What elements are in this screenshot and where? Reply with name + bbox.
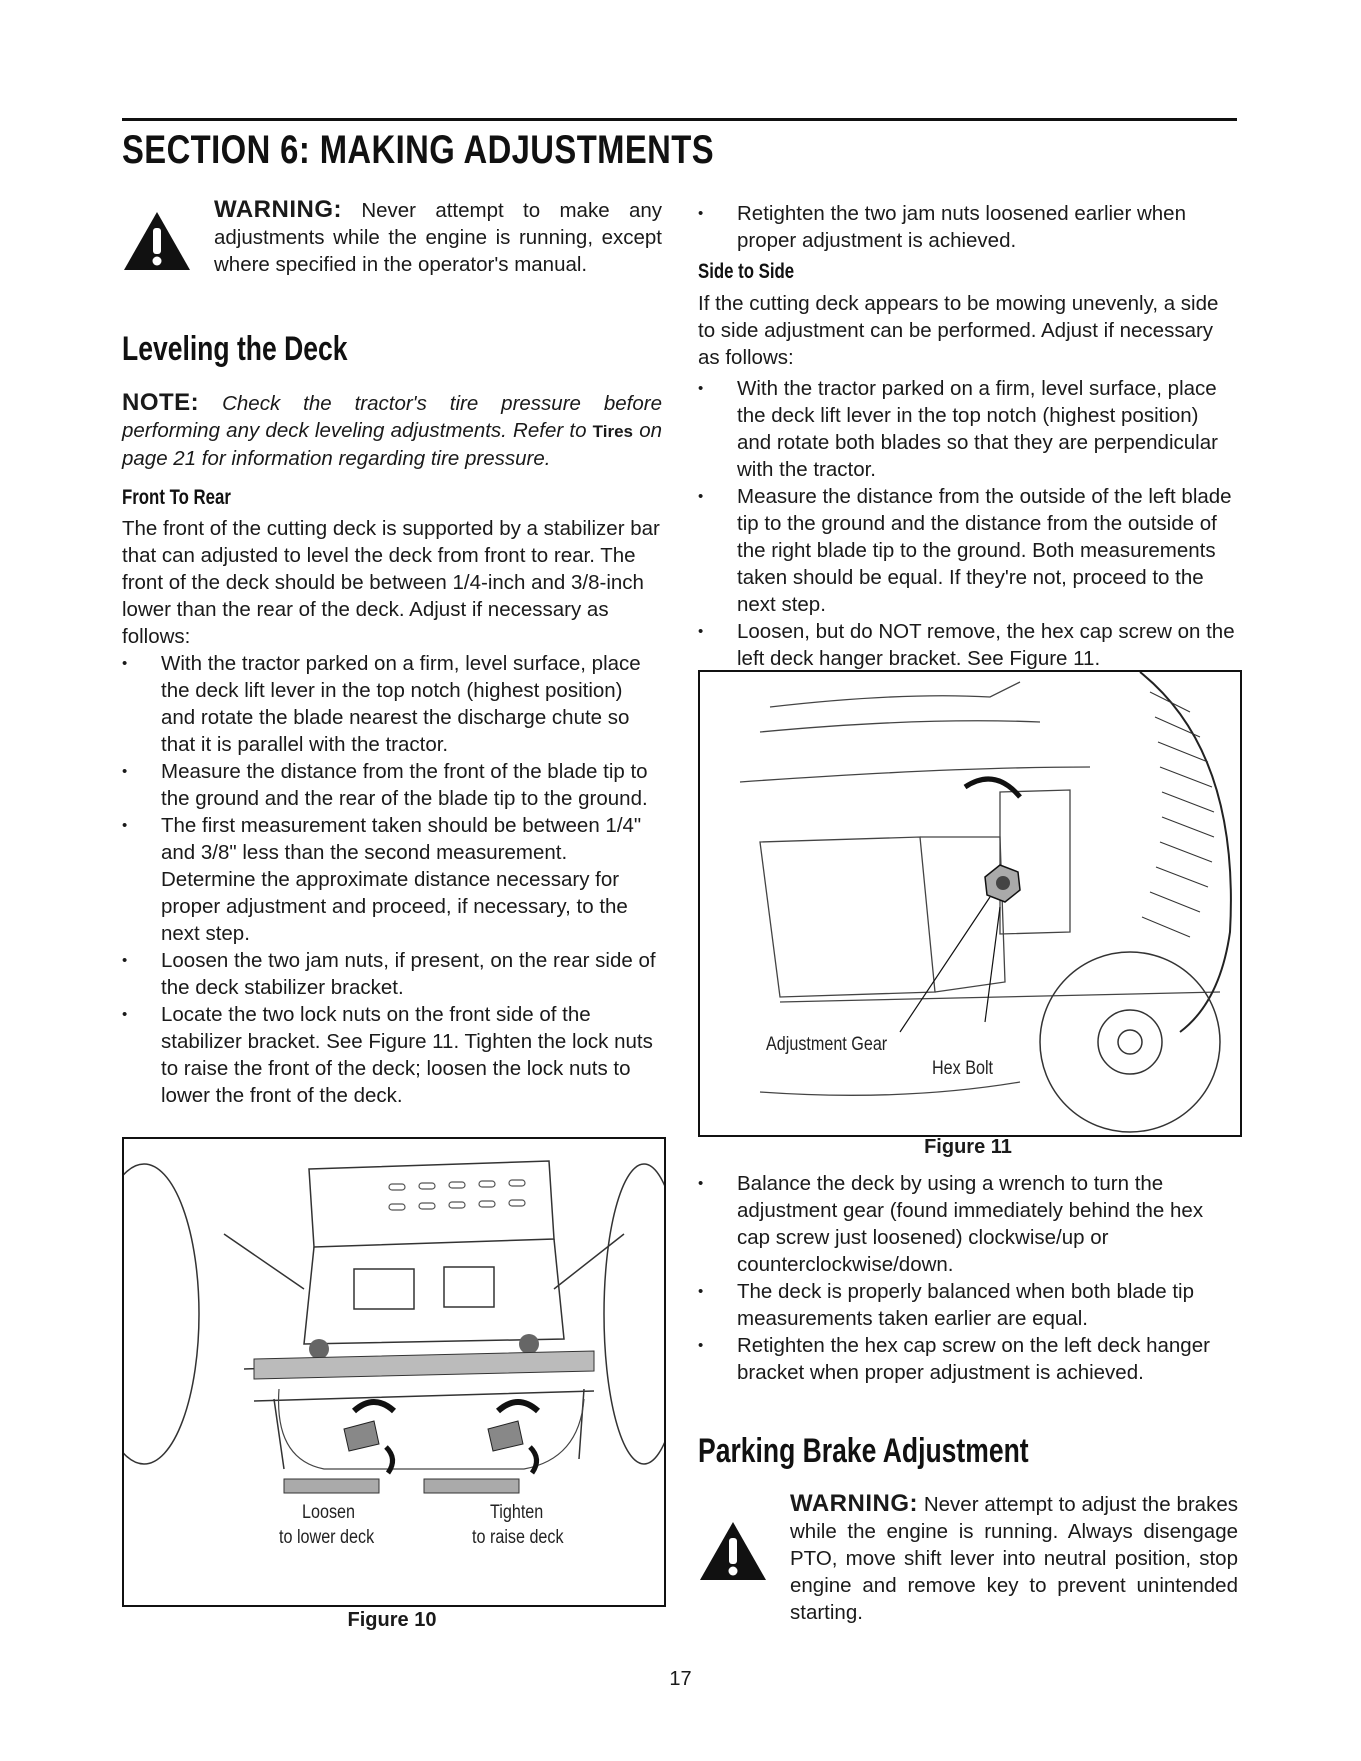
tighten-label: Tighten (490, 1502, 544, 1523)
figure-10 (122, 1137, 666, 1607)
section-title: SECTION 6: MAKING ADJUSTMENTS (122, 128, 715, 172)
list-item: • Retighten the two jam nuts loosened earlier when proper adjustment is achieved. (698, 200, 1238, 254)
figure-10-caption: Figure 10 (347, 1609, 437, 1631)
figure-11 (698, 670, 1242, 1137)
side-to-side-title: Side to Side (698, 260, 795, 283)
note-tires-ref: Tires (592, 422, 633, 441)
side-to-side-steps (698, 375, 1238, 672)
loosen-sublabel: to lower deck (279, 1527, 375, 1548)
list-item: • Locate the two lock nuts on the front side of the stabilizer bracket. See Figure 11. Tighten the lock nuts to raise the front of the deck; loosen the lock nuts to lower the front of the deck. (122, 1001, 662, 1109)
retighten-list (698, 200, 1238, 254)
list-item: • Balance the deck by using a wrench to turn the adjustment gear (found immediately behind the hex cap screw just loosened) clockwise/up or counterclockwise/down. (698, 1170, 1238, 1278)
leveling-note (122, 389, 662, 472)
front-to-rear-intro: The front of the cutting deck is supported by a stabilizer bar that can adjusted to level the deck from front to rear. The front of the deck should be between 1/4-inch and 3/8-inch lower than the rear of the deck. Adjust if necessary as follows: (122, 517, 660, 648)
warning-text (214, 196, 662, 278)
warning-body: Never attempt to adjust the brakes while the engine is running. Always disengage PTO, move shift lever into neutral position, stop engine and remove key to prevent unintended starting. (790, 1493, 1238, 1624)
warning-label: WARNING: (214, 196, 342, 223)
hex-bolt-label: Hex Bolt (932, 1058, 994, 1079)
note-text-1: Check the tractor's tire pressure before performing any deck leveling adjustments. Refer to (122, 392, 662, 442)
list-item: • Loosen the two jam nuts, if present, on the rear side of the deck stabilizer bracket. (122, 947, 662, 1001)
parking-warning-block (698, 1490, 1238, 1630)
adjustment-gear-label: Adjustment Gear (766, 1034, 888, 1055)
warning-icon (698, 1520, 768, 1582)
list-item: • With the tractor parked on a firm, level surface, place the deck lift lever in the top notch (highest position) and rotate both blades so that they are perpendicular with the tractor. (698, 375, 1238, 483)
list-item: • With the tractor parked on a firm, level surface, place the deck lift lever in the top notch (highest position) and rotate the blade nearest the discharge chute so that it is parallel with the tractor. (122, 650, 662, 758)
loosen-label: Loosen (302, 1502, 355, 1523)
list-item: • Loosen, but do NOT remove, the hex cap screw on the left deck hanger bracket. See Figure 11. (698, 618, 1238, 672)
figure-10-illustration (124, 1139, 664, 1605)
warning-block (122, 196, 662, 308)
list-item: • Measure the distance from the front of the blade tip to the ground and the rear of the blade tip to the ground. (122, 758, 662, 812)
note-text-2: on page 21 for information regarding tire pressure. (122, 419, 662, 470)
front-to-rear-steps (122, 650, 662, 1109)
note-label: NOTE: (122, 389, 200, 416)
warning-icon (122, 210, 192, 272)
side-to-side-steps-continued (698, 1170, 1238, 1386)
leveling-title: Leveling the Deck (122, 330, 348, 368)
list-item: • Measure the distance from the outside of the left blade tip to the ground and the distance from the outside of the right blade tip to the ground. Both measurements taken should be equal. If they're not, proceed to the next step. (698, 483, 1238, 618)
page-number: 17 (669, 1668, 692, 1690)
front-to-rear-title: Front To Rear (122, 486, 231, 509)
warning-label: WARNING: (790, 1490, 918, 1517)
list-item: • The deck is properly balanced when both blade tip measurements taken earlier are equal. (698, 1278, 1238, 1332)
top-rule (122, 118, 1237, 121)
list-item: • The first measurement taken should be between 1/4" and 3/8" less than the second measurement. Determine the approximate distance necessary for proper adjustment and proceed, if necessary, to the next step. (122, 812, 662, 947)
side-to-side-intro: If the cutting deck appears to be mowing unevenly, a side to side adjustment can be performed. Adjust if necessary as follows: (698, 292, 1219, 369)
list-item: • Retighten the hex cap screw on the left deck hanger bracket when proper adjustment is achieved. (698, 1332, 1238, 1386)
figure-11-caption: Figure 11 (924, 1136, 1012, 1158)
tighten-sublabel: to raise deck (472, 1527, 564, 1548)
warning-body: Never attempt to make any adjustments while the engine is running, except where specified in the operator's manual. (214, 199, 662, 276)
parking-brake-title: Parking Brake Adjustment (698, 1432, 1029, 1470)
parking-warning-text (790, 1490, 1238, 1626)
